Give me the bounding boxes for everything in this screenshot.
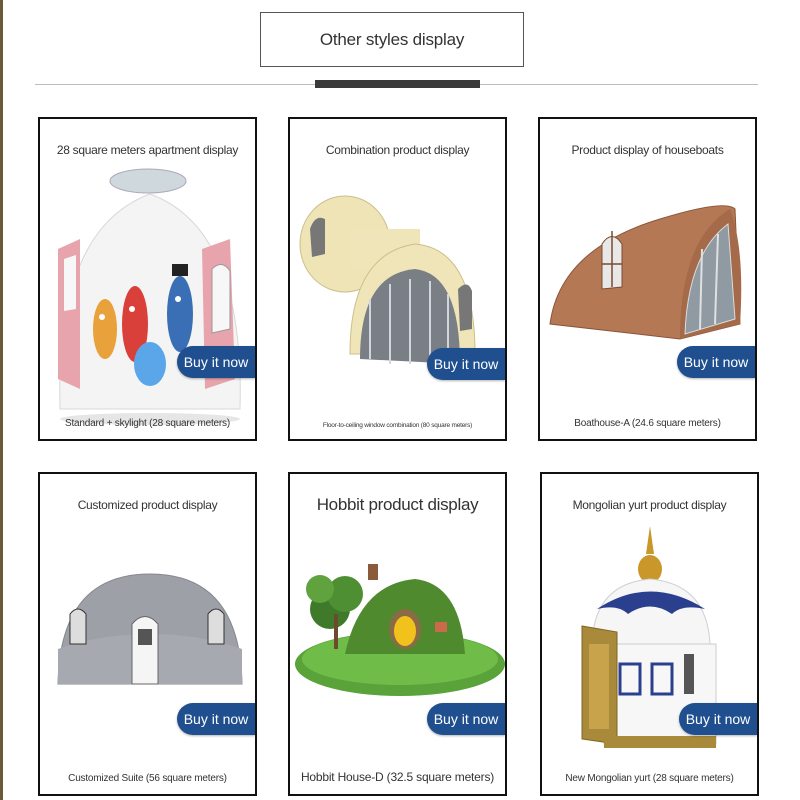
houseboat-image bbox=[540, 159, 757, 429]
product-card-houseboat[interactable] bbox=[538, 117, 757, 441]
product-card-apartment[interactable] bbox=[38, 117, 257, 441]
section-title-text: Other styles display bbox=[319, 29, 465, 49]
card-title: Mongolian yurt product display bbox=[572, 498, 727, 512]
card-caption: Floor-to-ceiling window combination (80 square meters) bbox=[322, 422, 473, 429]
custom-dome-image bbox=[40, 514, 257, 784]
product-card-yurt[interactable] bbox=[540, 472, 759, 796]
divider-bar bbox=[315, 80, 480, 88]
dome-apartment-image bbox=[40, 159, 257, 429]
buy-now-button[interactable]: Buy it now bbox=[427, 703, 505, 735]
card-title: Product display of houseboats bbox=[571, 143, 724, 157]
product-card-combination[interactable] bbox=[288, 117, 507, 441]
mongolian-yurt-image bbox=[542, 514, 759, 784]
combination-dome-image bbox=[290, 159, 507, 429]
card-title: 28 square meters apartment display bbox=[56, 143, 239, 157]
buy-now-button[interactable]: Buy it now bbox=[677, 346, 755, 378]
card-title: Hobbit product display bbox=[316, 495, 479, 514]
buy-now-button[interactable]: Buy it now bbox=[177, 703, 255, 735]
page-edge bbox=[0, 0, 3, 800]
card-caption: Customized Suite (56 square meters) bbox=[68, 773, 227, 784]
card-caption: Boathouse-A (24.6 square meters) bbox=[574, 418, 721, 429]
section-title bbox=[260, 12, 524, 67]
card-caption: Standard + skylight (28 square meters) bbox=[65, 418, 230, 429]
product-card-hobbit[interactable] bbox=[288, 472, 507, 796]
product-card-customized[interactable] bbox=[38, 472, 257, 796]
hobbit-house-image bbox=[290, 514, 507, 784]
card-title: Combination product display bbox=[325, 143, 470, 157]
buy-now-button[interactable]: Buy it now bbox=[427, 348, 505, 380]
card-caption: New Mongolian yurt (28 square meters) bbox=[565, 773, 734, 784]
card-caption: Hobbit House-D (32.5 square meters) bbox=[300, 770, 495, 784]
buy-now-button[interactable]: Buy it now bbox=[679, 703, 757, 735]
buy-now-button[interactable]: Buy it now bbox=[177, 346, 255, 378]
card-title: Customized product display bbox=[77, 498, 218, 512]
